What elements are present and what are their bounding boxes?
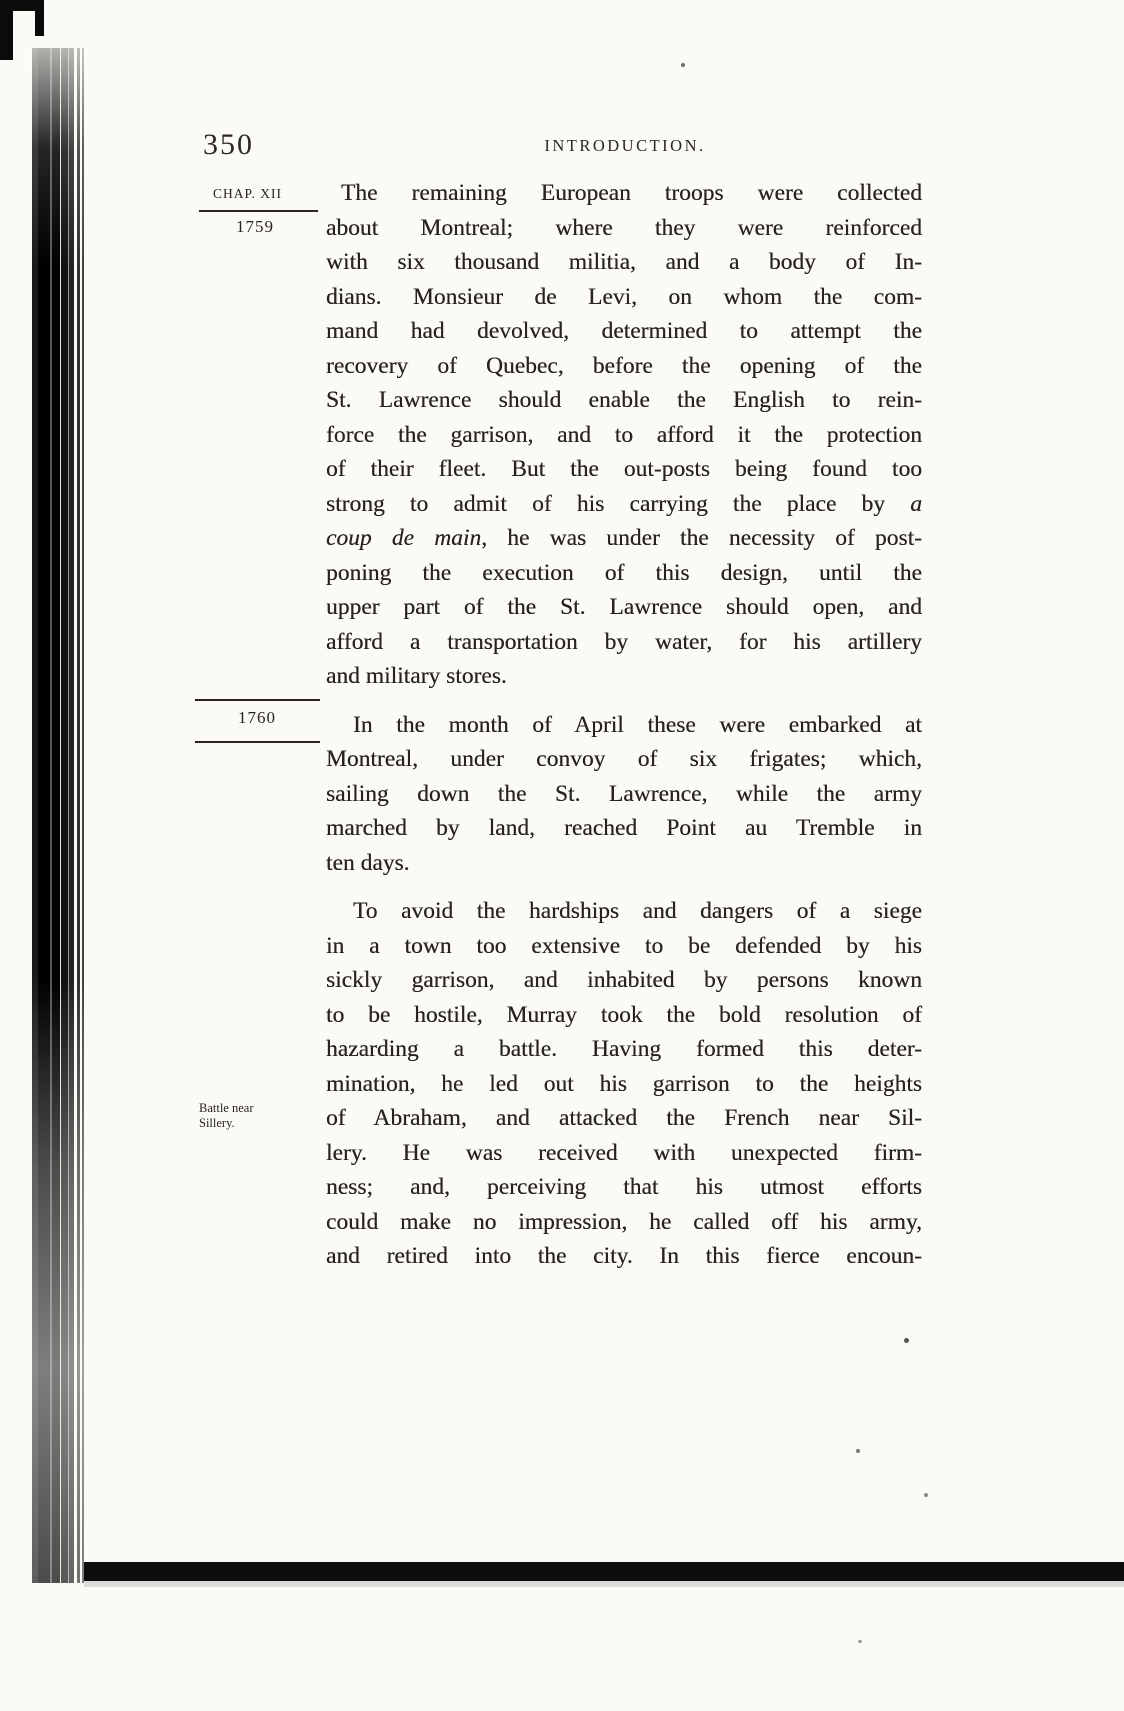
- text-line: and military stores.: [326, 663, 507, 689]
- margin-rule: [199, 210, 318, 212]
- text-line: ten days.: [326, 849, 410, 876]
- text-line: strong to admit of his carrying the place by a: [326, 490, 922, 517]
- scan-speck: [681, 63, 685, 67]
- scan-speck: [904, 1338, 909, 1343]
- chapter-label: CHAP. XII: [213, 186, 283, 201]
- text-line: hazarding a battle. Having formed this deter-: [326, 1036, 922, 1062]
- scan-binding-streaks: [30, 48, 86, 1583]
- paragraph: [326, 708, 922, 881]
- margin-year-1760: 1760: [238, 708, 276, 727]
- text-line: about Montreal; where they were reinforced: [326, 214, 922, 241]
- scan-speck: [924, 1493, 928, 1497]
- paragraph: [326, 894, 922, 1274]
- text-line: dians. Monsieur de Levi, on whom the com-: [326, 283, 922, 310]
- text-line: could make no impression, he called off his army,: [326, 1208, 922, 1235]
- text-line: force the garrison, and to afford it the protection: [326, 421, 922, 448]
- margin-note-battle: [199, 1101, 254, 1131]
- text-line: mand had devolved, determined to attempt the: [326, 318, 922, 344]
- paragraph: [326, 176, 922, 694]
- text-line: of their fleet. But the out-posts being found too: [326, 456, 922, 482]
- text-line: recovery of Quebec, before the opening of the: [326, 352, 922, 379]
- text-line: mination, he led out his garrison to the heights: [326, 1070, 922, 1097]
- text-line: St. Lawrence should enable the English to rein-: [326, 387, 922, 413]
- text-line: to be hostile, Murray took the bold resolution of: [326, 1001, 922, 1028]
- text-line: afford a transportation by water, for his artillery: [326, 628, 922, 655]
- text-line: poning the execution of this design, until the: [326, 559, 922, 586]
- margin-rule: [195, 699, 320, 701]
- margin-rule: [195, 741, 320, 743]
- scan-bottom-bar-artifact: [84, 1562, 1124, 1581]
- text-line: upper part of the St. Lawrence should open, and: [326, 594, 922, 620]
- text-line: The remaining European troops were collected: [341, 180, 922, 206]
- text-line: Montreal, under convoy of six frigates; which,: [326, 746, 922, 772]
- text-line: of Abraham, and attacked the French near Sil-: [326, 1105, 922, 1131]
- text-line: marched by land, reached Point au Tremble in: [326, 815, 922, 841]
- text-line: lery. He was received with unexpected firm-: [326, 1139, 922, 1166]
- body-text: [326, 176, 922, 1274]
- text-line: In the month of April these were embarked at: [353, 711, 922, 738]
- text-line: and retired into the city. In this fierce encoun-: [326, 1243, 922, 1269]
- margin-year-1759: 1759: [236, 217, 274, 236]
- text-line: To avoid the hardships and dangers of a siege: [353, 898, 922, 924]
- margin-note-line: Battle near: [199, 1101, 254, 1115]
- text-line: ness; and, perceiving that his utmost efforts: [326, 1174, 922, 1200]
- scan-speck: [858, 1640, 862, 1643]
- scan-speck: [856, 1449, 860, 1453]
- text-line: sickly garrison, and inhabited by persons known: [326, 967, 922, 993]
- page-number: 350: [203, 128, 254, 161]
- text-line: sailing down the St. Lawrence, while the army: [326, 780, 922, 807]
- text-line: in a town too extensive to be defended by his: [326, 932, 922, 959]
- running-header: INTRODUCTION.: [544, 136, 706, 155]
- text-line: with six thousand militia, and a body of In-: [326, 249, 922, 275]
- margin-note-line: Sillery.: [199, 1116, 235, 1130]
- text-line: coup de main, he was under the necessity of post-: [326, 525, 922, 551]
